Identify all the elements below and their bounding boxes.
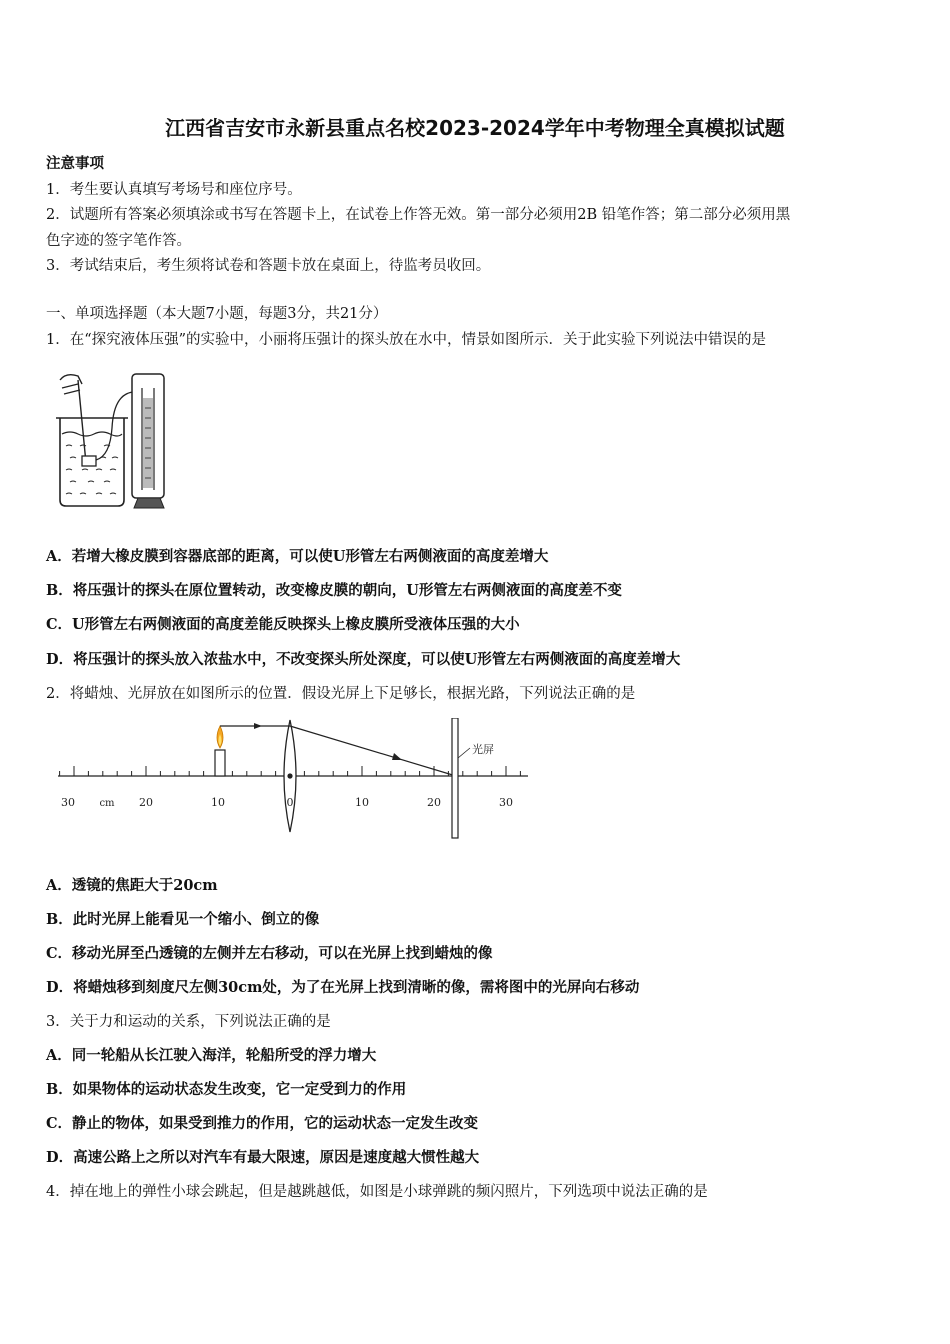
option: A．透镜的焦距大于20cm: [46, 877, 218, 894]
option: C．静止的物体，如果受到推力的作用，它的运动状态一定发生改变: [46, 1115, 479, 1132]
option: B．如果物体的运动状态发生改变，它一定受到力的作用: [46, 1081, 407, 1098]
notice-item: 2．试题所有答案必须填涂或书写在答题卡上，在试卷上作答无效。第一部分必须用2B 铅笔作答；第二部分必须用黑: [46, 207, 791, 223]
section-heading: 一、单项选择题（本大题7小题，每题3分，共21分）: [46, 306, 388, 322]
screen-label: 光屏: [472, 743, 494, 756]
tick-label: 20: [139, 796, 153, 809]
question-stem: 2．将蜡烛、光屏放在如图所示的位置．假设光屏上下足够长，根据光路，下列说法正确的是: [46, 686, 636, 702]
question-stem: 3．关于力和运动的关系，下列说法正确的是: [46, 1014, 331, 1030]
notice-item: 3．考试结束后，考生须将试卷和答题卡放在桌面上，待监考员收回。: [46, 258, 491, 274]
notice-item: 色字迹的签字笔作答。: [46, 233, 191, 249]
option: A．同一轮船从长江驶入海洋，轮船所受的浮力增大: [46, 1047, 377, 1064]
option: B．将压强计的探头在原位置转动，改变橡皮膜的朝向，U形管左右两侧液面的高度差不变: [46, 582, 622, 599]
tick-label: 10: [211, 796, 225, 809]
tick-label: 30: [61, 796, 75, 809]
option: B．此时光屏上能看见一个缩小、倒立的像: [46, 911, 320, 928]
option: D．将压强计的探头放入浓盐水中，不改变探头所处深度，可以使U形管左右两侧液面的高度差增大: [46, 651, 681, 668]
notice-item: 1．考生要认真填写考场号和座位序号。: [46, 182, 302, 198]
option: D．将蜡烛移到刻度尺左侧30cm处，为了在光屏上找到清晰的像，需将图中的光屏向右移动: [46, 979, 640, 996]
option: A．若增大橡皮膜到容器底部的距离，可以使U形管左右两侧液面的高度差增大: [46, 548, 549, 565]
unit-label: cm: [99, 798, 115, 809]
pressure-gauge-figure: [48, 368, 173, 513]
option: D．高速公路上之所以对汽车有最大限速，原因是速度越大惯性越大: [46, 1149, 480, 1166]
tick-label: 30: [499, 796, 513, 809]
tick-label: 10: [355, 796, 369, 809]
question-stem: 1．在“探究液体压强”的实验中，小丽将压强计的探头放在水中，情景如图所示．关于此实验下列说法中错误的是: [46, 332, 767, 348]
option: C．移动光屏至凸透镜的左侧并左右移动，可以在光屏上找到蜡烛的像: [46, 945, 493, 962]
notice-heading: 注意事项: [46, 155, 104, 172]
tick-label: 0: [286, 796, 294, 809]
page-title: 江西省吉安市永新县重点名校2023-2024学年中考物理全真模拟试题: [165, 116, 785, 140]
optics-bench-figure: [58, 718, 533, 843]
tick-label: 20: [427, 796, 441, 809]
question-stem: 4．掉在地上的弹性小球会跳起，但是越跳越低，如图是小球弹跳的频闪照片，下列选项中说法正确的是: [46, 1184, 708, 1200]
option: C．U形管左右两侧液面的高度差能反映探头上橡皮膜所受液体压强的大小: [46, 616, 520, 633]
